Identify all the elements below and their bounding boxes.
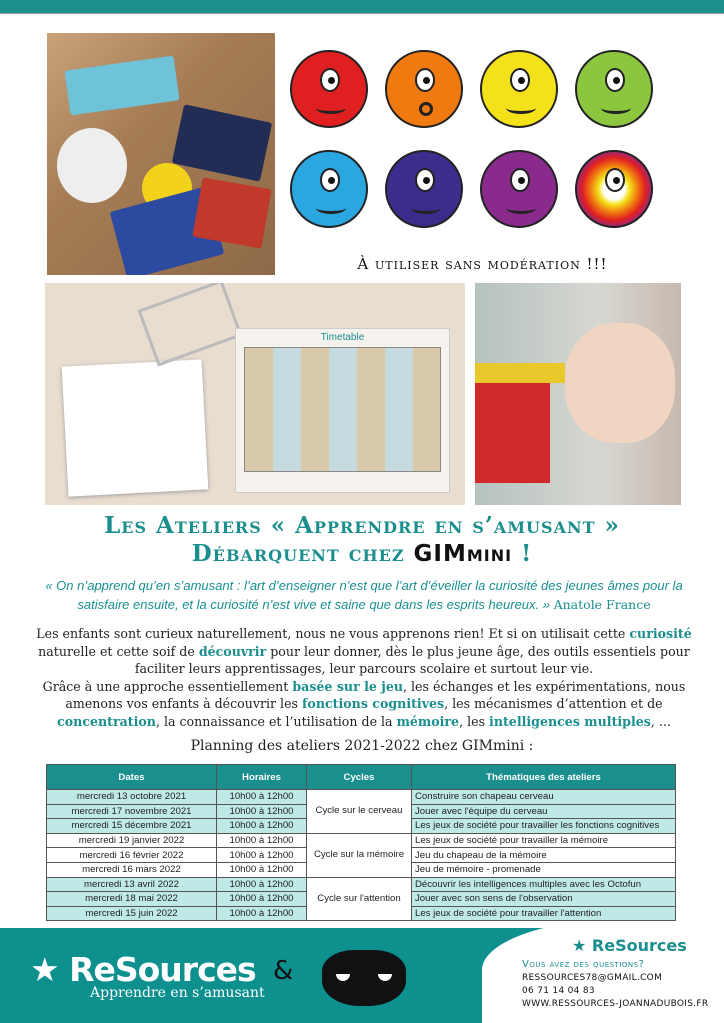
cell-date: mercredi 13 octobre 2021 [47, 790, 217, 805]
title-line-2 [0, 540, 724, 568]
cell-theme: Les jeux de société pour travailler la mémoire [412, 833, 676, 848]
cell-time: 10h00 à 12h00 [217, 804, 307, 819]
cell-theme: Construire son chapeau cerveau [412, 790, 676, 805]
title-line-1: Les Ateliers « Apprendre en s’amusant » [104, 512, 620, 539]
contact-email[interactable]: RESSOURCES78@GMAIL.COM [522, 973, 663, 983]
header-themes: Thématiques des ateliers [412, 765, 676, 790]
gimmini-mask-logo [322, 950, 406, 1006]
keyword: fonctions cognitives [302, 696, 445, 711]
cell-date: mercredi 16 février 2022 [47, 848, 217, 863]
contact-website[interactable]: WWW.RESSOURCES-JOANNADUBOIS.FR [522, 999, 709, 1009]
cell-date: mercredi 19 janvier 2022 [47, 833, 217, 848]
text: , les mécanismes d’attention et de [444, 696, 663, 711]
cell-cycle: Cycle sur l'attention [307, 877, 412, 921]
keyword: concentration [57, 713, 156, 729]
cell-time: 10h00 à 12h00 [217, 848, 307, 863]
quote-author: Anatole France [553, 597, 651, 612]
text: , les échanges et les expérimentations, nous amenons vos enfants à découvrir les [65, 678, 686, 711]
keyword: curiosité [629, 626, 692, 641]
keyword: basée sur le jeu [292, 678, 403, 694]
planning-title: Planning des ateliers 2021-2022 chez GIMmini : [190, 738, 534, 754]
cell-theme: Les jeux de société pour travailler l'attention [412, 906, 676, 921]
title-suffix: ! [512, 540, 533, 567]
logo-brand: ★ ReSources [30, 950, 256, 989]
quote [20, 576, 708, 614]
text: Les enfants sont curieux naturellement, nous ne vous apprenons rien! Et si on utilisait cette [36, 626, 630, 641]
cell-date: mercredi 13 avril 2022 [47, 877, 217, 892]
text: naturelle et cette soif de [38, 643, 199, 659]
cell-time: 10h00 à 12h00 [217, 819, 307, 834]
board-games-photo [47, 33, 275, 275]
title-prefix: Débarquent chez [191, 540, 414, 567]
timetable-sheet [235, 328, 450, 493]
contact-question: Vous avez des questions? [522, 959, 645, 970]
header-cycles: Cycles [307, 765, 412, 790]
contact-logo: ★ ReSources [572, 936, 687, 955]
contact-phone: 06 71 14 04 83 [522, 986, 595, 996]
text: pour leur donner, dès le plus jeune âge, des outils essentiels pour faciliter leurs apprentissages, leur parcours scolaire et surtout leur vie. [134, 643, 690, 676]
cell-theme: Les jeux de société pour travailler les fonctions cognitives [412, 819, 676, 834]
cell-theme: Jouer avec l'équipe du cerveau [412, 804, 676, 819]
cell-date: mercredi 17 novembre 2021 [47, 804, 217, 819]
header-dates: Dates [47, 765, 217, 790]
cell-date: mercredi 18 mai 2022 [47, 892, 217, 907]
cell-time: 10h00 à 12h00 [217, 877, 307, 892]
table-row [47, 833, 676, 848]
cell-time: 10h00 à 12h00 [217, 892, 307, 907]
text: , ... [650, 713, 671, 729]
keyword: intelligences multiples [489, 713, 651, 729]
cell-cycle: Cycle sur la mémoire [307, 833, 412, 877]
logo-tagline: Apprendre en s’amusant [90, 985, 265, 1001]
page-title [0, 512, 724, 568]
keyword: mémoire [396, 713, 460, 729]
ampersand: & [273, 956, 294, 986]
header-horaires: Horaires [217, 765, 307, 790]
cell-theme: Découvrir les intelligences multiples avec les Octofun [412, 877, 676, 892]
contact-block [482, 928, 724, 1023]
cell-theme: Jeu de mémoire - promenade [412, 862, 676, 877]
octofun-faces-illustration [285, 30, 680, 245]
quote-text: « On n’apprend qu’en s’amusant : l’art d’enseigner n’est que l’art d’éveiller la curiosité des jeunes âmes pour la satisfaire ensuite, et la curiosité n’est vive et saine que dans les esprits heureux. » [45, 578, 683, 612]
footer [0, 928, 724, 1023]
caption: À utiliser sans modération !!! [357, 255, 608, 273]
title-brand: GIMmini [413, 541, 513, 567]
child-playing-photo [475, 283, 681, 505]
keyword: découvrir [198, 643, 267, 659]
cell-theme: Jouer avec son sens de l'observation [412, 892, 676, 907]
cell-time: 10h00 à 12h00 [217, 790, 307, 805]
cell-cycle: Cycle sur le cerveau [307, 790, 412, 834]
cell-time: 10h00 à 12h00 [217, 833, 307, 848]
text: , la connaissance et l’utilisation de la [155, 713, 397, 729]
timetable-label: Timetable [320, 332, 365, 343]
cell-time: 10h00 à 12h00 [217, 906, 307, 921]
text: , les [459, 713, 490, 729]
cell-theme: Jeu du chapeau de la mémoire [412, 848, 676, 863]
table-row [47, 790, 676, 805]
cell-date: mercredi 16 mars 2022 [47, 862, 217, 877]
cell-time: 10h00 à 12h00 [217, 862, 307, 877]
cell-date: mercredi 15 décembre 2021 [47, 819, 217, 834]
top-bar [0, 0, 724, 14]
text: Grâce à une approche essentiellement [42, 678, 293, 694]
resources-logo [30, 950, 265, 1001]
timetable-photo [45, 283, 465, 505]
planning-table [46, 764, 676, 921]
table-row [47, 877, 676, 892]
paragraph-2 [20, 678, 708, 731]
intro-text [20, 625, 708, 730]
paragraph-1 [20, 625, 708, 678]
cell-date: mercredi 15 juin 2022 [47, 906, 217, 921]
